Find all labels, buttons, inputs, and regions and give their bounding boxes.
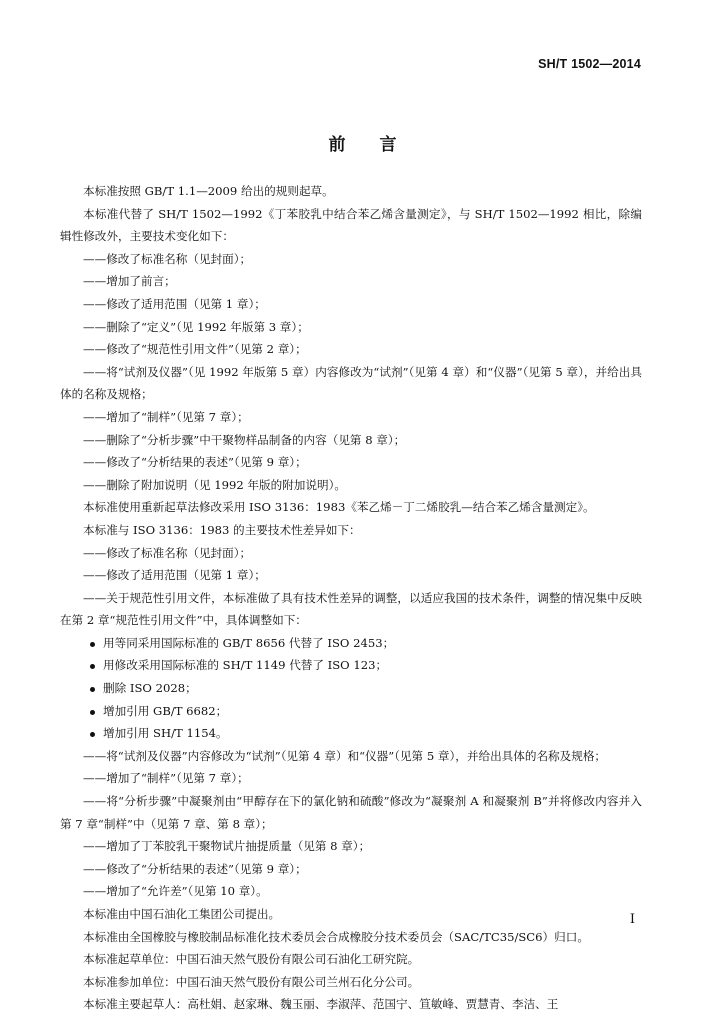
change-item: ——修改了“分析结果的表述”（见第 9 章）； — [83, 455, 307, 470]
difference-item: ——增加了丁苯胶乳干聚物试片抽提质量（见第 8 章）； — [83, 839, 371, 854]
paragraph: 本标准主要起草人：高杜娟、赵家琳、魏玉丽、李淑萍、范国宁、笪敏峰、贾慧青、李洁、王 — [83, 997, 559, 1012]
paragraph: 本标准代替了 SH/T 1502—1992《丁苯胶乳中结合苯乙烯含量测定》，与 SH/T 1502—1992 相比，除编辑性修改外，主要技术变化如下： — [60, 206, 642, 244]
standard-code: SH/T 1502—2014 — [538, 57, 641, 71]
page-number: I — [629, 912, 635, 927]
bullet-item: 增加引用 SH/T 1154。 — [60, 722, 642, 745]
difference-item: ——关于规范性引用文件，本标准做了具有技术性差异的调整，以适应我国的技术条件，调整的情况集中反映在第 2 章“规范性引用文件”中，具体调整如下： — [60, 590, 642, 628]
paragraph: 本标准起草单位：中国石油天然气股份有限公司石油化工研究院。 — [83, 952, 420, 967]
difference-item: ——增加了“制样”（见第 7 章）； — [83, 771, 249, 786]
bullet-item: 用等同采用国际标准的 GB/T 8656 代替了 ISO 2453； — [60, 632, 642, 655]
paragraph: 本标准与 ISO 3136：1983 的主要技术性差异如下： — [83, 522, 361, 537]
paragraph: 本标准参加单位：中国石油天然气股份有限公司兰州石化分公司。 — [83, 974, 420, 989]
paragraph: 本标准按照 GB/T 1.1—2009 给出的规则起草。 — [83, 184, 334, 198]
page-title: 前言 — [328, 135, 431, 155]
difference-item: ——增加了“允许差”（见第 10 章）。 — [83, 884, 268, 899]
difference-item: ——修改了适用范围（见第 1 章）； — [83, 568, 266, 583]
change-item: ——将“试剂及仪器”（见 1992 年版第 5 章）内容修改为“试剂”（见第 4 章）和“仪器”（见第 5 章），并给出具体的名称及规格； — [60, 364, 642, 402]
bullet-item: 用修改采用国际标准的 SH/T 1149 代替了 ISO 123； — [60, 654, 642, 677]
change-item: ——删除了“定义”（见 1992 年版第 3 章）； — [83, 319, 309, 334]
bullet-icon — [90, 710, 95, 715]
bullet-icon — [90, 642, 95, 647]
change-item: ——增加了“制样”（见第 7 章）； — [83, 409, 249, 424]
difference-item: ——修改了“分析结果的表述”（见第 9 章）； — [83, 861, 307, 876]
change-item: ——修改了适用范围（见第 1 章）； — [83, 296, 266, 311]
paragraph: 本标准由中国石油化工集团公司提出。 — [83, 907, 281, 921]
change-item: ——修改了“规范性引用文件”（见第 2 章）； — [83, 342, 307, 357]
change-item: ——删除了附加说明（见 1992 年版的附加说明）。 — [83, 477, 346, 492]
foreword-body — [60, 180, 642, 1016]
paragraph: 本标准由全国橡胶与橡胶制品标准化技术委员会合成橡胶分技术委员会（SAC/TC35/SC6）归口。 — [83, 929, 589, 944]
bullet-item: 删除 ISO 2028； — [60, 677, 642, 700]
paragraph: 本标准使用重新起草法修改采用 ISO 3136：1983《苯乙烯－丁二烯胶乳—结合苯乙烯含量测定》。 — [83, 500, 595, 515]
difference-item: ——修改了标准名称（见封面）； — [83, 545, 252, 560]
change-item: ——增加了前言； — [83, 274, 176, 289]
difference-item: ——将“试剂及仪器”内容修改为“试剂”（见第 4 章）和“仪器”（见第 5 章），并给出具体的名称及规格； — [83, 748, 607, 763]
difference-item: ——将“分析步骤”中凝聚剂由“甲醇存在下的氯化钠和硫酸”修改为“凝聚剂 A 和凝聚剂 B”并将修改内容并入第 7 章“制样”中（见第 7 章、第 8 章）； — [60, 794, 642, 831]
change-item: ——修改了标准名称（见封面）； — [83, 251, 252, 266]
change-item: ——删除了“分析步骤”中干聚物样品制备的内容（见第 8 章）； — [83, 432, 406, 447]
bullet-item: 增加引用 GB/T 6682； — [60, 700, 642, 723]
